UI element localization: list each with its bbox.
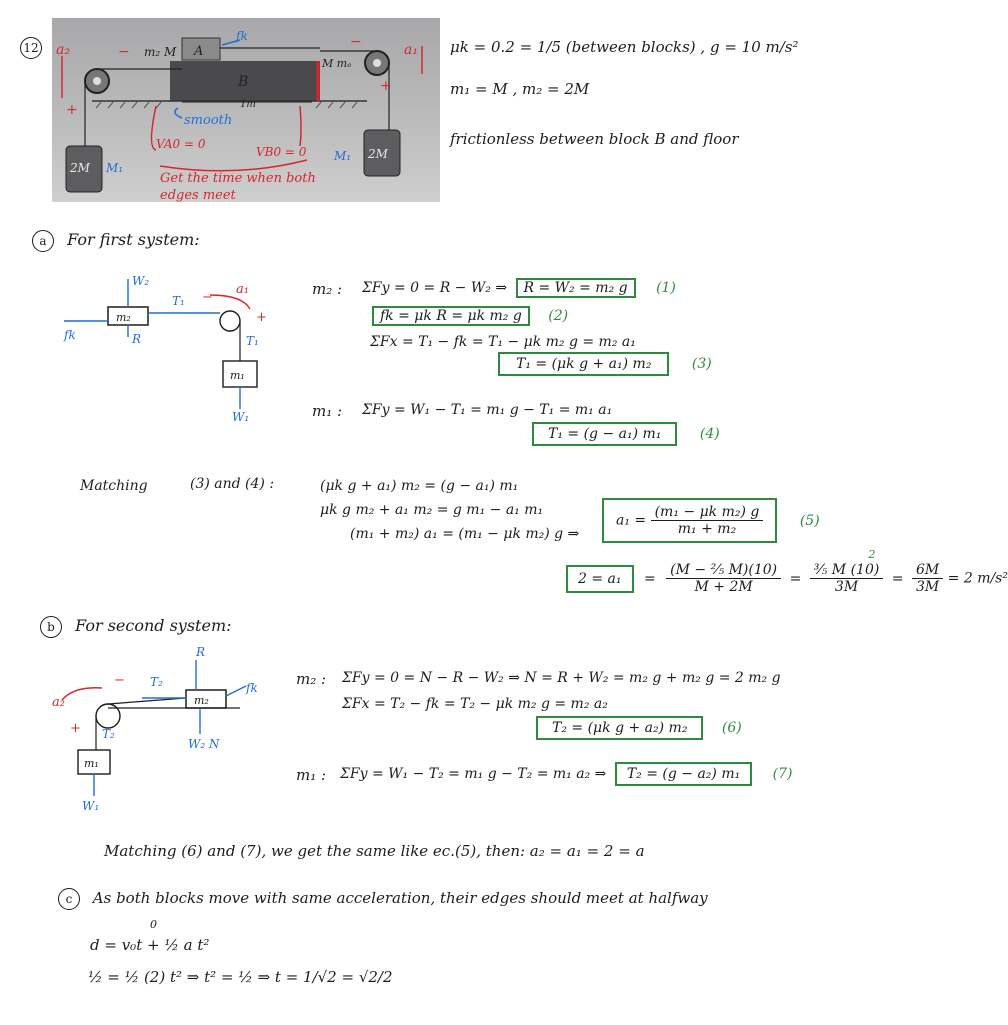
svg-text:+: + [66, 102, 78, 118]
svg-text:B: B [238, 74, 249, 90]
svg-text:fk: fk [236, 29, 248, 43]
svg-text:a₂: a₂ [52, 695, 65, 710]
svg-text:2M: 2M [368, 147, 388, 161]
svg-text:+: + [380, 78, 392, 94]
svg-text:1m: 1m [240, 99, 256, 110]
svg-text:R: R [196, 645, 206, 659]
apparatus-drawing [52, 18, 440, 202]
sb-matching: Matching (6) and (7), we get the same like ec.(5), then: a₂ = a₁ = 2 = a [104, 842, 645, 860]
sb-eq-fx: ΣFx = T₂ − fk = T₂ − μk m₂ g = m₂ a₂ [342, 696, 608, 712]
sa-calculation: 2 = a₁ = $\frac{\text{(M − ⅖ M)(10)}}{M + 2M}$ = 2 ⅗ M (10) 3M = $\frac{6M}{3M}$ = 2 m/s² [566, 562, 1008, 595]
svg-text:M₁: M₁ [106, 161, 124, 175]
sb-m1-label: m₁ : [296, 766, 327, 784]
section-c-text: c As both blocks move with same acceleration, their edges should meet at halfway [58, 888, 708, 910]
sa-eq4: ΣFy = W₁ − T₁ = m₁ g − T₁ = m₁ a₁ [362, 402, 613, 418]
svg-text:VA0 = 0: VA0 = 0 [156, 137, 206, 151]
svg-text:W₁: W₁ [232, 410, 250, 424]
svg-text:M₁: M₁ [334, 149, 352, 163]
svg-text:R: R [132, 332, 142, 346]
sa-eq5: a₁ = $\frac{\text{(m₁ − μk m₂) g}}{\text{m₁ + m₂}}$ (5) [602, 498, 820, 543]
sa-m1-label: m₁ : [312, 402, 343, 420]
svg-text:W₂ N: W₂ N [188, 737, 220, 751]
sb-m2-label: m₂ : [296, 670, 327, 688]
svg-text:m₂ M: m₂ M [144, 45, 177, 59]
sa-matching-refs: (3) and (4) : [190, 476, 275, 492]
section-a-heading: a For first system: [32, 230, 200, 252]
svg-text:A: A [194, 44, 204, 59]
svg-text:m₁: m₁ [230, 369, 245, 382]
svg-text:m₂: m₂ [194, 694, 209, 707]
svg-text:−: − [114, 673, 125, 688]
svg-text:T₁: T₁ [172, 294, 185, 308]
given-floor: frictionless between block B and floor [450, 130, 739, 148]
sa-match1: (μk g + a₁) m₂ = (g − a₁) m₁ [320, 478, 519, 494]
sb-eq6-row: T₂ = (μk g + a₂) m₂ (6) [536, 720, 742, 736]
sa-match3: (m₁ + m₂) a₁ = (m₁ − μk m₂) g ⇒ [350, 526, 580, 542]
svg-text:a₁: a₁ [236, 282, 249, 297]
svg-text:W₁: W₁ [82, 799, 100, 813]
svg-text:m₁: m₁ [84, 757, 99, 770]
sc-zero-mark: 0 [150, 918, 157, 931]
svg-text:W₂: W₂ [132, 274, 150, 288]
svg-text:−: − [350, 34, 362, 50]
sa-eq1-box: R = W₂ = m₂ g [516, 278, 636, 298]
photo-a1-label: a₁ [404, 42, 418, 58]
sa-eq3-box-row: T₁ = (μk g + a₁) m₂ (3) [498, 356, 712, 372]
sb-eq-fy: ΣFy = 0 = N − R − W₂ ⇒ N = R + W₂ = m₂ g + m₂ g = 2 m₂ g [342, 670, 781, 686]
section-b-heading: b For second system: [40, 616, 232, 638]
svg-text:+: + [70, 721, 81, 736]
sc-eq2: ½ = ½ (2) t² ⇒ t² = ½ ⇒ t = 1/√2 = √2/2 [88, 968, 393, 986]
fbd-first-system [60, 265, 300, 425]
sb-eq7: ΣFy = W₁ − T₂ = m₁ g − T₂ = m₁ a₂ ⇒ T₂ = (g − a₂) m₁ (7) [340, 766, 793, 782]
svg-text:smooth: smooth [184, 113, 233, 128]
fbd-second-system [50, 646, 290, 816]
svg-text:+: + [256, 310, 267, 325]
svg-text:T₂: T₂ [150, 675, 163, 689]
svg-text:edges meet: edges meet [160, 188, 236, 203]
sa-eq3: ΣFx = T₁ − fk = T₁ − μk m₂ g = m₂ a₁ [370, 334, 636, 350]
svg-text:VB0 = 0: VB0 = 0 [256, 145, 307, 159]
svg-text:−: − [118, 44, 130, 60]
sa-m2-label: m₂ : [312, 280, 343, 298]
sa-match2: μk g m₂ + a₁ m₂ = g m₁ − a₁ m₁ [320, 502, 544, 518]
sa-eq4-box-row: T₁ = (g − a₁) m₁ (4) [532, 426, 720, 442]
problem-number: 12 [20, 37, 42, 59]
given-masses: m₁ = M , m₂ = 2M [450, 80, 590, 98]
apparatus-photo [52, 18, 440, 202]
svg-text:Get the time when both: Get the time when both [160, 171, 316, 186]
svg-text:T₂: T₂ [102, 727, 115, 741]
photo-a2-label: a₂ [56, 42, 70, 58]
sa-matching-label: Matching [80, 478, 148, 494]
svg-text:M mₑ: M mₑ [322, 57, 352, 70]
sa-eq2: fk = μk R = μk m₂ g (2) [372, 308, 568, 324]
svg-text:2M: 2M [70, 161, 90, 175]
svg-text:T₁: T₁ [246, 334, 259, 348]
sa-eq1: ΣFy = 0 = R − W₂ ⇒ R = W₂ = m₂ g (1) [362, 280, 676, 296]
svg-text:m₂: m₂ [116, 311, 131, 324]
svg-text:−: − [202, 290, 213, 305]
svg-text:fk: fk [64, 328, 76, 342]
given-mu: μk = 0.2 = 1/5 (between blocks) , g = 10 m/s² [450, 38, 799, 56]
svg-text:fk: fk [246, 681, 258, 695]
sc-eq1: d = v₀t + ½ a t² [90, 936, 210, 954]
